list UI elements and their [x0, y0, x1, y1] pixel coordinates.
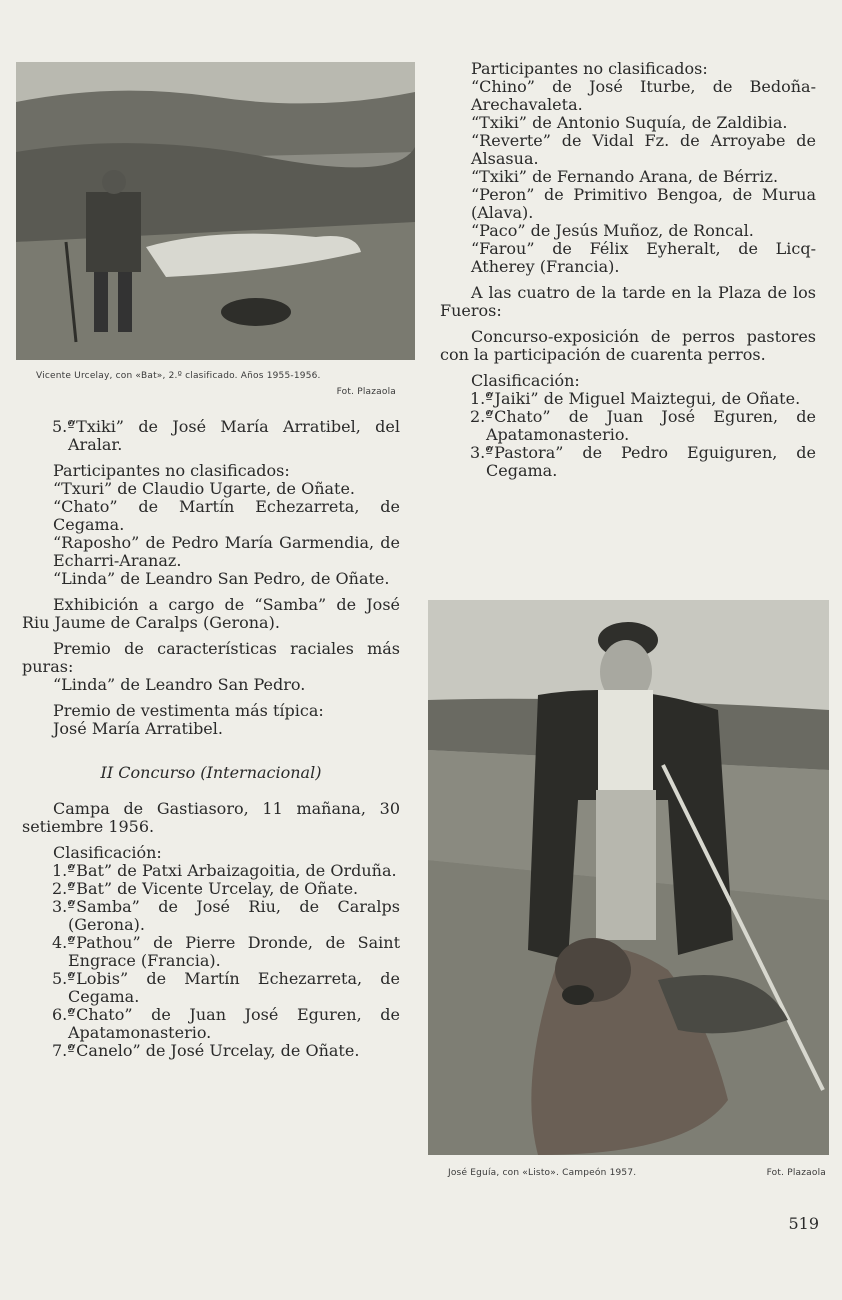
caption-top-credit-text: Fot. Plazaola: [336, 387, 396, 397]
clasificacion-label: Clasificación:: [53, 843, 162, 862]
no-clasificado-item: “Chino” de José Iturbe, de Bedoña-Arechavaleta.: [471, 77, 816, 114]
no-clasificado-item: “Chato” de Martín Echezarreta, de Cegama.: [53, 497, 400, 534]
no-clasificados-label: Participantes no clasificados:: [53, 461, 290, 480]
concurso-paragraph: Concurso-exposición de perros pastores con la participación de cuarenta perros.: [440, 327, 816, 364]
rank-number: 3.º: [470, 443, 493, 462]
no-clasificado-item: “Raposho” de Pedro María Garmendia, de Echarri-Aranaz.: [53, 533, 400, 570]
rank-text: “Chato” de Juan José Eguren, de Apatamonasterio.: [68, 1005, 400, 1042]
rank-number: 5.º: [52, 969, 75, 988]
list-item: [22, 970, 400, 1006]
list-item: [22, 418, 400, 454]
list-item: [440, 444, 816, 480]
rank-text: “Bat” de Patxi Arbaizagoitia, de Orduña.: [68, 861, 397, 880]
no-clasificados-label: Participantes no clasificados:: [471, 59, 708, 78]
photo-shepherd-dog-image: [428, 600, 829, 1155]
no-clasificado-item: “Farou” de Félix Eyheralt, de Licq-Atherey (Francia).: [471, 239, 816, 276]
photo-shepherd-dog: [428, 600, 829, 1155]
rank-number: 6.º: [52, 1005, 75, 1024]
section-heading: II Concurso (Internacional): [100, 763, 322, 782]
rank-number: 1.º: [52, 861, 75, 880]
caption-top-photo: [36, 371, 321, 381]
page-number: 519: [788, 1214, 819, 1233]
left-column: [22, 418, 400, 1060]
rank-text: “Samba” de José Riu, de Caralps (Gerona).: [68, 897, 400, 934]
list-item: [22, 862, 400, 880]
rank-number: 7.º: [52, 1041, 75, 1060]
rank-text: “Pathou” de Pierre Dronde, de Saint Engrace (Francia).: [68, 933, 400, 970]
list-item: [22, 1006, 400, 1042]
exhibicion-paragraph: Exhibición a cargo de “Samba” de José Riu Jaume de Caralps (Gerona).: [22, 595, 400, 632]
rank-text: “Bat” de Vicente Urcelay, de Oñate.: [68, 879, 359, 898]
campa-paragraph: Campa de Gastiasoro, 11 mañana, 30 setiembre 1956.: [22, 799, 400, 836]
no-clasificado-item: “Txiki” de Antonio Suquía, de Zaldibia.: [471, 113, 788, 132]
rank-text: “Jaiki” de Miguel Maiztegui, de Oñate.: [486, 389, 801, 408]
clasificacion-label: Clasificación:: [471, 371, 580, 390]
rank-number: 3.º: [52, 897, 75, 916]
rank-text: “Chato” de Juan José Eguren, de Apatamonasterio.: [486, 407, 816, 444]
premio-raciales: Premio de características raciales más puras:: [22, 639, 400, 676]
caption-top-text: Vicente Urcelay, con «Bat», 2.º clasificado. Años 1955-1956.: [36, 371, 321, 381]
tarde-paragraph: A las cuatro de la tarde en la Plaza de los Fueros:: [440, 283, 816, 320]
caption-top-credit: [337, 387, 396, 397]
premio-vestimenta-winner: José María Arratibel.: [53, 719, 223, 738]
rank-text: “Txiki” de José María Arratibel, del Aralar.: [68, 417, 400, 454]
list-item: [22, 1042, 400, 1060]
no-clasificado-item: “Txiki” de Fernando Arana, de Bérriz.: [471, 167, 779, 186]
premio-vestimenta: Premio de vestimenta más típica:: [53, 701, 324, 720]
rank-text: “Canelo” de José Urcelay, de Oñate.: [68, 1041, 360, 1060]
right-column: [440, 60, 816, 480]
photo-shepherd-sheep-image: [16, 62, 415, 360]
caption-bottom-text: José Eguía, con «Listo». Campeón 1957.: [448, 1168, 637, 1178]
caption-bottom-credit-text: Fot. Plazaola: [766, 1168, 826, 1178]
no-clasificado-item: “Peron” de Primitivo Bengoa, de Murua (Alava).: [471, 185, 816, 222]
no-clasificado-item: “Reverte” de Vidal Fz. de Arroyabe de Alsasua.: [471, 131, 816, 168]
clasificacion-list: [22, 862, 400, 1060]
list-item: [440, 390, 816, 408]
no-clasificado-item: “Paco” de Jesús Muñoz, de Roncal.: [471, 221, 754, 240]
list-item: [22, 898, 400, 934]
list-item: [22, 934, 400, 970]
list-item: [22, 880, 400, 898]
rank-text: “Lobis” de Martín Echezarreta, de Cegama.: [68, 969, 400, 1006]
no-clasificado-item: “Linda” de Leandro San Pedro, de Oñate.: [53, 569, 390, 588]
list-item: [440, 408, 816, 444]
rank-number: 2.º: [470, 407, 493, 426]
rank-number: 1.º: [470, 389, 493, 408]
rank-number: 4.º: [52, 933, 75, 952]
no-clasificado-item: “Txuri” de Claudio Ugarte, de Oñate.: [53, 479, 356, 498]
premio-raciales-winner: “Linda” de Leandro San Pedro.: [53, 675, 306, 694]
photo-shepherd-sheep: [16, 62, 415, 360]
rank-text: “Pastora” de Pedro Eguiguren, de Cegama.: [486, 443, 816, 480]
left-item-5: [22, 418, 400, 454]
caption-bottom-credit: [767, 1168, 826, 1178]
rank-number: 5.º: [52, 417, 75, 436]
caption-bottom-photo: [448, 1168, 636, 1178]
clasificacion-list: [440, 390, 816, 480]
rank-number: 2.º: [52, 879, 75, 898]
